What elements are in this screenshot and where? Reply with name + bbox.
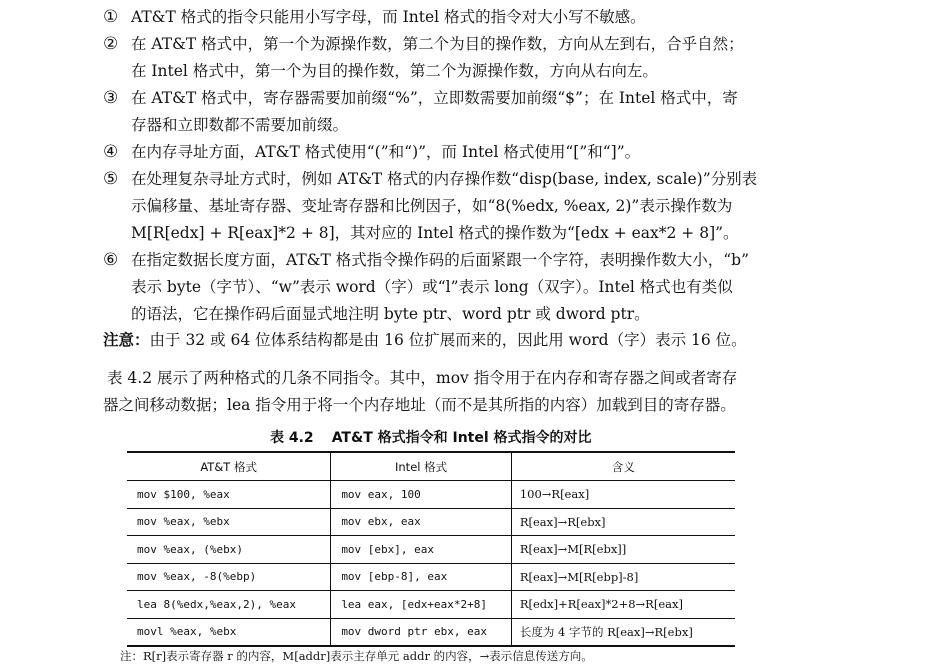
note-text: 由于 32 或 64 位体系结构都是由 16 位扩展而来的，因此用 word（字）表示 16 位。 bbox=[149, 331, 747, 349]
item-number: ② bbox=[103, 34, 119, 54]
item-text-line: 在内存寻址方面，AT&T 格式使用“(”和“)”，而 Intel 格式使用“[”和“]”。 bbox=[131, 143, 641, 161]
att-cell: mov %eax, (%ebx) bbox=[137, 542, 243, 556]
att-cell: mov %eax, %ebx bbox=[137, 515, 230, 529]
list-item bbox=[103, 166, 803, 247]
item-text-line: 存器和立即数都不需要加前缀。 bbox=[131, 116, 349, 134]
item-text-line: 在 Intel 格式中，第一个为目的操作数，第二个为源操作数，方向从右向左。 bbox=[131, 62, 658, 80]
comparison-table bbox=[127, 451, 735, 647]
intel-cell: mov [ebx], eax bbox=[331, 536, 512, 564]
list-item bbox=[103, 139, 803, 166]
paragraph-line: 表 4.2 展示了两种格式的几条不同指令。其中，mov 指令用于在内存和寄存器之间或者寄存 bbox=[107, 369, 738, 387]
format-difference-list bbox=[103, 4, 803, 328]
item-number: ④ bbox=[103, 142, 119, 162]
list-item bbox=[103, 31, 803, 85]
table-caption bbox=[270, 427, 592, 447]
meaning-cell: R[eax]→R[ebx] bbox=[511, 508, 735, 536]
table-row bbox=[127, 508, 735, 536]
table-row bbox=[127, 563, 735, 591]
intel-cell: mov [ebp-8], eax bbox=[331, 563, 512, 591]
att-cell: mov $100, %eax bbox=[137, 487, 230, 501]
intel-cell: mov eax, 100 bbox=[331, 481, 512, 509]
item-text-line: AT&T 格式的指令只能用小写字母，而 Intel 格式的指令对大小写不敏感。 bbox=[131, 8, 646, 26]
att-cell: movl %eax, %ebx bbox=[137, 625, 237, 639]
list-item bbox=[103, 4, 803, 31]
item-text-line: 表示 byte（字节）、“w”表示 word（字）或“l”表示 long（双字）。Intel 格式也有类似 bbox=[131, 278, 733, 296]
item-text-line: 在指定数据长度方面，AT&T 格式指令操作码的后面紧跟一个字符，表明操作数大小，“b” bbox=[131, 251, 750, 269]
item-text-line: M[R[edx] + R[eax]*2 + 8]，其对应的 Intel 格式的操作数为“[edx + eax*2 + 8]”。 bbox=[131, 224, 739, 242]
table-footnote: 注：R[r]表示寄存器 r 的内容，M[addr]表示主存单元 addr 的内容，→表示信息传送方向。 bbox=[120, 649, 593, 663]
column-header-att: AT&T 格式 bbox=[200, 459, 257, 474]
intel-cell: mov ebx, eax bbox=[331, 508, 512, 536]
item-number: ③ bbox=[103, 88, 119, 108]
attention-note bbox=[103, 327, 747, 354]
table-caption-title: AT&T 格式指令和 Intel 格式指令的对比 bbox=[331, 430, 592, 446]
item-number: ① bbox=[103, 7, 119, 27]
intel-cell: lea eax, [edx+eax*2+8] bbox=[331, 591, 512, 619]
intel-cell: mov dword ptr ebx, eax bbox=[331, 618, 512, 646]
item-text-line: 示偏移量、基址寄存器、变址寄存器和比例因子，如“8(%edx, %eax, 2)”表示操作数为 bbox=[131, 197, 733, 215]
table-header-row bbox=[127, 452, 735, 481]
att-cell: mov %eax, -8(%ebp) bbox=[137, 570, 257, 584]
meaning-cell: 100→R[eax] bbox=[511, 481, 735, 509]
table-row bbox=[127, 481, 735, 509]
paragraph-line: 器之间移动数据；lea 指令用于将一个内存地址（而不是其所指的内容）加载到目的寄存器。 bbox=[103, 396, 736, 414]
meaning-cell: R[edx]+R[eax]*2+8→R[eax] bbox=[511, 591, 735, 619]
table-row bbox=[127, 591, 735, 619]
list-item bbox=[103, 247, 803, 328]
item-number: ⑤ bbox=[103, 169, 119, 189]
intro-paragraph bbox=[103, 365, 803, 419]
att-cell: lea 8(%edx,%eax,2), %eax bbox=[137, 597, 296, 611]
table-row bbox=[127, 618, 735, 646]
item-number: ⑥ bbox=[103, 250, 119, 270]
column-header-meaning: 含义 bbox=[511, 452, 735, 481]
item-text-line: 在处理复杂寻址方式时，例如 AT&T 格式的内存操作数“disp(base, index, scale)”分别表 bbox=[131, 170, 758, 188]
table-caption-number: 表 4.2 bbox=[270, 430, 314, 446]
meaning-cell: R[eax]→M[R[ebp]-8] bbox=[511, 563, 735, 591]
item-text-line: 在 AT&T 格式中，第一个为源操作数，第二个为目的操作数，方向从左到右，合乎自然； bbox=[131, 35, 744, 53]
meaning-cell: R[eax]→M[R[ebx]] bbox=[511, 536, 735, 564]
item-text-line: 的语法，它在操作码后面显式地注明 byte ptr、word ptr 或 dword ptr。 bbox=[131, 305, 650, 323]
item-text-line: 在 AT&T 格式中，寄存器需要加前缀“%”，立即数需要加前缀“$”；在 Intel 格式中，寄 bbox=[131, 89, 738, 107]
list-item bbox=[103, 85, 803, 139]
column-header-intel: Intel 格式 bbox=[331, 452, 512, 481]
table-row bbox=[127, 536, 735, 564]
note-label: 注意： bbox=[103, 331, 150, 349]
meaning-cell: 长度为 4 字节的 R[eax]→R[ebx] bbox=[511, 618, 735, 646]
